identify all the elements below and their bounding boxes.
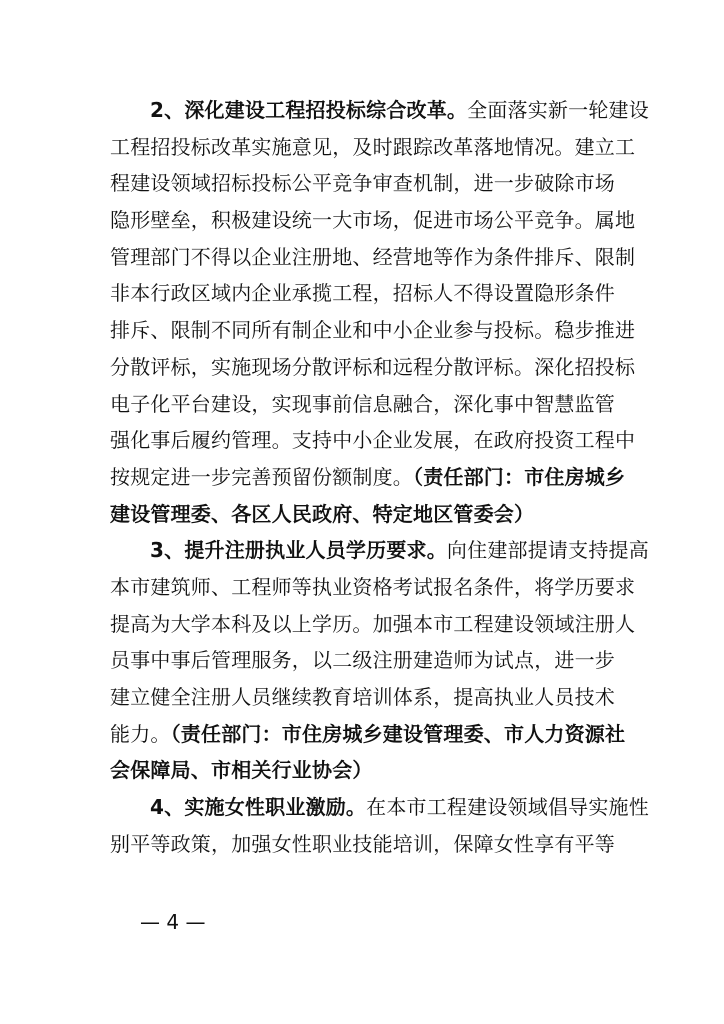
body-text: 程建设领域招标投标公平竞争审查机制，进一步破除市场 bbox=[110, 171, 615, 196]
text-line bbox=[110, 642, 614, 679]
text-line bbox=[110, 496, 614, 533]
bold-text: 4、实施女性职业激励。 bbox=[150, 795, 367, 820]
bold-text: （责任部门：市住房城乡 bbox=[413, 464, 626, 489]
body-text: 排斥、限制不同所有制企业和中小企业参与投标。稳步推进 bbox=[110, 318, 636, 343]
text-line bbox=[110, 826, 614, 863]
bold-text: 2、深化建设工程招投标综合改革。 bbox=[150, 98, 468, 122]
text-line bbox=[110, 129, 636, 166]
body-text: 非本行政区域内企业承揽工程，招标人不得设置隐形条件 bbox=[110, 281, 615, 306]
text-line bbox=[110, 239, 636, 276]
body-text: 员事中事后管理服务，以二级注册建造师为试点，进一步 bbox=[110, 648, 615, 673]
text-line bbox=[110, 716, 626, 753]
paragraph bbox=[110, 92, 649, 532]
body-text: 别平等政策，加强女性职业技能培训，保障女性享有平等 bbox=[110, 831, 615, 856]
text-line bbox=[110, 275, 614, 312]
body-text: 分散评标，实施现场分散评标和远程分散评标。深化招投标 bbox=[110, 354, 636, 379]
text-line bbox=[110, 312, 636, 349]
body-text: 在本市工程建设领域倡导实施性 bbox=[366, 795, 649, 820]
text-line bbox=[110, 459, 626, 496]
body-text: 电子化平台建设，实现事前信息融合，深化事中智慧监管 bbox=[110, 391, 615, 416]
text-line bbox=[110, 202, 636, 239]
body-text: 能力。 bbox=[110, 721, 171, 746]
text-line bbox=[110, 386, 614, 423]
body-text: 强化事后履约管理。支持中小企业发展，在政府投资工程中 bbox=[110, 428, 636, 453]
text-line bbox=[110, 349, 636, 386]
bold-text: 3、提升注册执业人员学历要求。 bbox=[150, 538, 447, 563]
body-text: 向住建部提请支持提高 bbox=[446, 538, 649, 563]
text-line bbox=[110, 422, 636, 459]
body-text: 隐形壁垒，积极建设统一大市场，促进市场公平竞争。属地 bbox=[110, 208, 636, 233]
paragraph bbox=[110, 789, 649, 862]
text-line bbox=[110, 165, 614, 202]
text-line bbox=[110, 92, 649, 129]
paragraph bbox=[110, 532, 649, 789]
text-line bbox=[110, 569, 636, 606]
document-body bbox=[110, 92, 649, 862]
body-text: 建立健全注册人员继续教育培训体系，提高执业人员技术 bbox=[110, 685, 615, 709]
body-text: 本市建筑师、工程师等执业资格考试报名条件，将学历要求 bbox=[110, 574, 636, 599]
body-text: 工程招投标改革实施意见，及时跟踪改革落地情况。建立工 bbox=[110, 134, 636, 159]
body-text: 管理部门不得以企业注册地、经营地等作为条件排斥、限制 bbox=[110, 244, 636, 269]
text-line bbox=[110, 679, 614, 716]
page-number: — 4 — bbox=[140, 910, 206, 934]
text-line bbox=[110, 789, 649, 826]
bold-text: 建设管理委、各区人民政府、特定地区管委会） bbox=[110, 501, 535, 526]
text-line bbox=[110, 752, 614, 789]
body-text: 提高为大学本科及以上学历。加强本市工程建设领域注册人 bbox=[110, 611, 636, 636]
body-text: 按规定进一步完善预留份额制度。 bbox=[110, 464, 413, 489]
bold-text: （责任部门：市住房城乡建设管理委、市人力资源社 bbox=[170, 721, 626, 746]
text-line bbox=[110, 532, 649, 569]
bold-text: 会保障局、市相关行业协会） bbox=[110, 758, 373, 783]
text-line bbox=[110, 606, 636, 643]
body-text: 全面落实新一轮建设 bbox=[467, 98, 649, 122]
